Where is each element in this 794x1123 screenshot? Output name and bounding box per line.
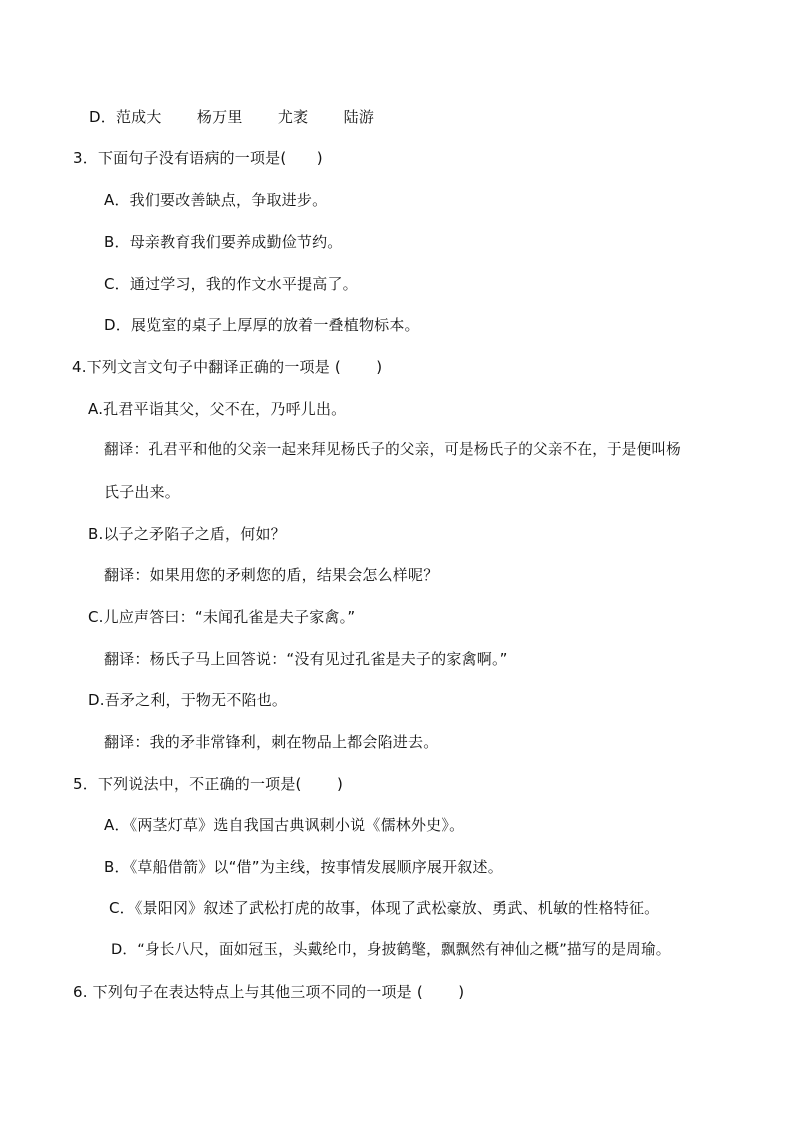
q4-option-a-translation-2: 氏子出来。	[104, 483, 181, 501]
q4-option-a-translation-1: 翻译：孔君平和他的父亲一起来拜见杨氏子的父亲，可是杨氏子的父亲不在，于是便叫杨	[104, 441, 681, 458]
q5-stem: 5．下列说法中，不正确的一项是( )	[73, 775, 344, 793]
q3-option-d: D．展览室的桌子上厚厚的放着一叠植物标本。	[104, 316, 420, 334]
q4-option-d: D.吾矛之利，于物无不陷也。	[88, 691, 288, 709]
q4-stem: 4.下列文言文句子中翻译正确的一项是 ( )	[72, 358, 383, 376]
q5-option-d: D．“身长八尺，面如冠玉，头戴纶巾，身披鹤氅，飘飘然有神仙之概”描写的是周瑜。	[111, 941, 671, 958]
q5-option-a: A．《两茎灯草》选自我国古典讽刺小说《儒林外史》。	[104, 816, 465, 834]
q4-option-b-translation: 翻译：如果用您的矛刺您的盾，结果会怎么样呢？	[104, 566, 439, 584]
q2-option-d: D．范成大 杨万里 尤袤 陆游	[89, 108, 375, 126]
q5-option-b: B．《草船借箭》以“借”为主线，按事情发展顺序展开叙述。	[104, 858, 503, 876]
q6-stem: 6. 下列句子在表达特点上与其他三项不同的一项是 ( )	[73, 983, 465, 1001]
q5-option-c: C．《景阳冈》叙述了武松打虎的故事，体现了武松豪放、勇武、机敏的性格特征。	[109, 899, 660, 917]
q3-option-a: A．我们要改善缺点，争取进步。	[104, 191, 328, 209]
q4-option-c-translation: 翻译：杨氏子马上回答说：“没有见过孔雀是夫子的家禽啊。”	[104, 650, 508, 668]
q4-option-c: C.儿应声答曰：“未闻孔雀是夫子家禽。”	[88, 608, 356, 626]
q3-stem: 3．下面句子没有语病的一项是( )	[73, 149, 323, 167]
q3-option-c: C．通过学习，我的作文水平提高了。	[104, 275, 358, 293]
q4-option-d-translation: 翻译：我的矛非常锋利，刺在物品上都会陷进去。	[104, 733, 439, 751]
q3-option-b: B．母亲教育我们要养成勤俭节约。	[104, 233, 343, 251]
q4-option-b: B.以子之矛陷子之盾，何如？	[88, 525, 286, 543]
q4-option-a: A.孔君平诣其父，父不在，乃呼儿出。	[88, 400, 347, 418]
